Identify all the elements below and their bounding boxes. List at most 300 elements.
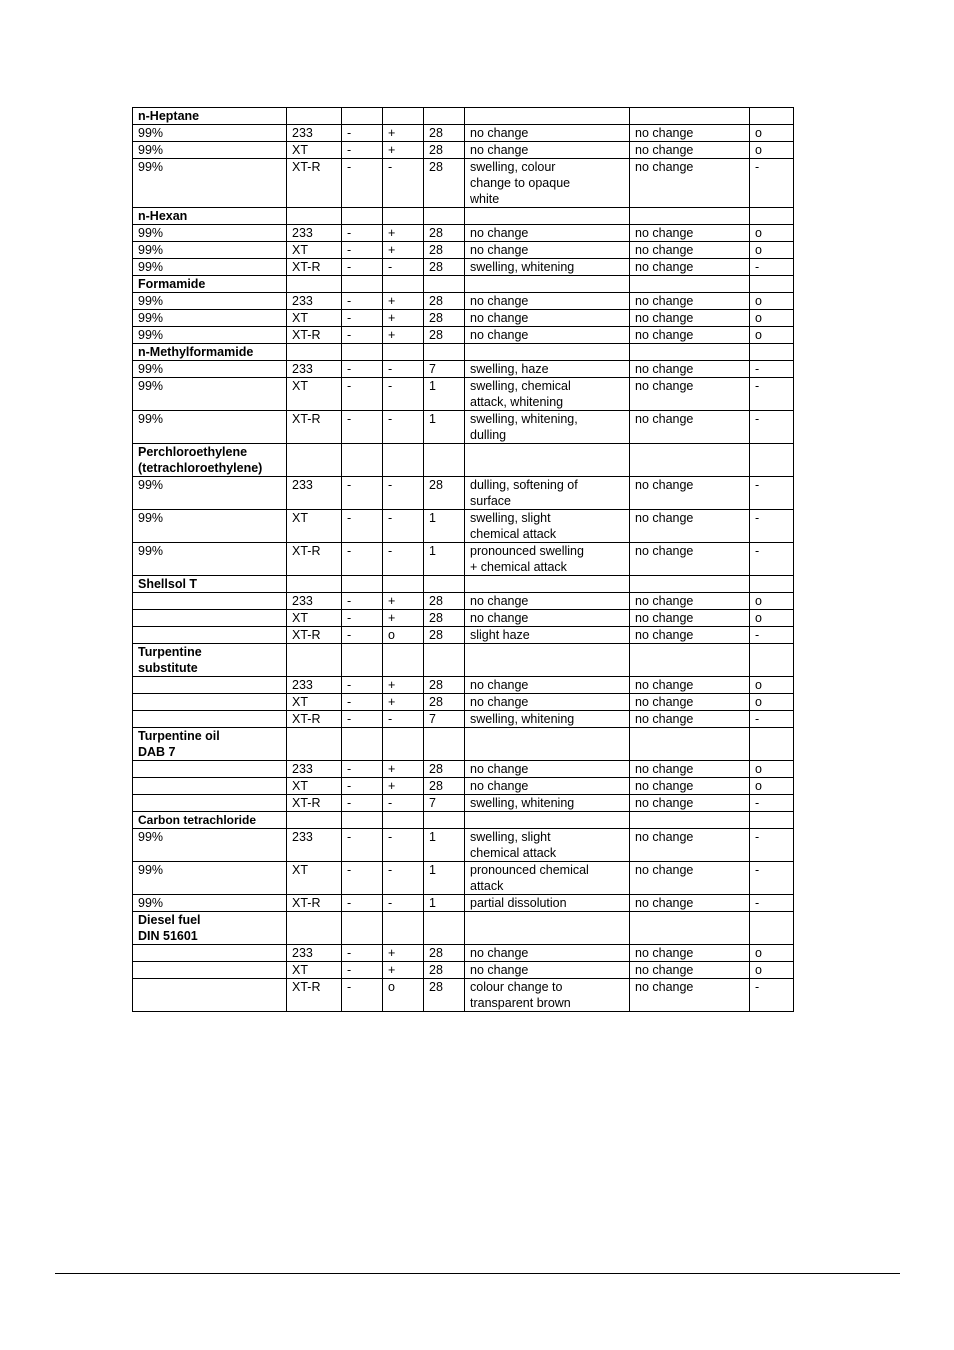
grade-text: XT-R (292, 896, 321, 910)
dimension-cell (630, 945, 750, 962)
col-3-text: - (347, 311, 352, 325)
days-text: 28 (429, 678, 443, 692)
col-3-text: - (347, 863, 352, 877)
col-4-text: - (388, 362, 393, 376)
table-row (133, 627, 794, 644)
rating-text: - (755, 160, 760, 174)
concentration-cell (133, 761, 287, 778)
rating-text: o (755, 695, 762, 709)
col-4-text: - (388, 896, 393, 910)
col-3-cell (342, 761, 383, 778)
table-row (133, 795, 794, 812)
col-4-cell (383, 259, 424, 276)
days-cell (424, 795, 465, 812)
grade-text: XT (292, 611, 308, 625)
col-3-text: - (347, 294, 352, 308)
table-row (133, 510, 794, 543)
concentration-cell (133, 543, 287, 576)
empty-cell (424, 344, 465, 361)
grade-text: XT-R (292, 412, 321, 426)
col-4-cell (383, 862, 424, 895)
dimension-cell (630, 778, 750, 795)
group-name-line: Perchloroethylene (138, 445, 248, 459)
concentration-cell (133, 411, 287, 444)
col-3-text: - (347, 260, 352, 274)
grade-text: XT-R (292, 796, 321, 810)
table-body (133, 108, 794, 1012)
table-row (133, 543, 794, 576)
table-row (133, 945, 794, 962)
empty-cell (383, 812, 424, 829)
col-3-text: - (347, 412, 352, 426)
dimension-cell (630, 962, 750, 979)
col-4-cell (383, 761, 424, 778)
rating-cell (750, 778, 794, 795)
col-4-text: - (388, 260, 393, 274)
grade-cell (287, 694, 342, 711)
grade-text: XT-R (292, 544, 321, 558)
col-3-cell (342, 361, 383, 378)
grade-cell (287, 945, 342, 962)
empty-cell (750, 912, 794, 945)
grade-cell (287, 610, 342, 627)
dimension-text: no change (635, 980, 694, 994)
col-4-cell (383, 795, 424, 812)
grade-text: 233 (292, 294, 313, 308)
days-cell (424, 259, 465, 276)
rating-text: o (755, 779, 762, 793)
rating-text: o (755, 243, 762, 257)
col-3-cell (342, 310, 383, 327)
concentration-cell (133, 310, 287, 327)
appearance-cell (465, 593, 630, 610)
empty-cell (630, 344, 750, 361)
concentration-cell (133, 125, 287, 142)
rating-cell (750, 694, 794, 711)
empty-cell (342, 108, 383, 125)
col-3-text: - (347, 779, 352, 793)
grade-cell (287, 159, 342, 208)
group-name-line: n-Hexan (138, 209, 188, 223)
grade-text: 233 (292, 226, 313, 240)
grade-text: 233 (292, 762, 313, 776)
concentration-cell (133, 142, 287, 159)
rating-cell (750, 795, 794, 812)
dimension-text: no change (635, 594, 694, 608)
days-text: 28 (429, 126, 443, 140)
col-4-text: - (388, 412, 393, 426)
col-4-cell (383, 242, 424, 259)
rating-text: o (755, 963, 762, 977)
concentration-cell (133, 593, 287, 610)
col-4-cell (383, 711, 424, 728)
table-row (133, 962, 794, 979)
rating-cell (750, 477, 794, 510)
days-text: 28 (429, 143, 443, 157)
days-cell (424, 159, 465, 208)
col-4-text: - (388, 544, 393, 558)
grade-text: XT (292, 695, 308, 709)
dimension-text: no change (635, 678, 694, 692)
concentration-text: 99% (138, 478, 164, 492)
appearance-cell (465, 543, 630, 576)
dimension-cell (630, 361, 750, 378)
days-cell (424, 293, 465, 310)
concentration-text: 99% (138, 412, 164, 426)
dimension-cell (630, 543, 750, 576)
appearance-text: swelling, whitening (470, 712, 575, 726)
grade-cell (287, 477, 342, 510)
concentration-cell (133, 979, 287, 1012)
empty-cell (424, 444, 465, 477)
appearance-text: no change (470, 294, 529, 308)
dimension-text: no change (635, 126, 694, 140)
col-3-cell (342, 259, 383, 276)
col-4-text: - (388, 830, 393, 844)
dimension-cell (630, 627, 750, 644)
days-cell (424, 477, 465, 510)
appearance-text: no change (470, 946, 529, 960)
concentration-cell (133, 477, 287, 510)
dimension-text: no change (635, 362, 694, 376)
concentration-cell (133, 510, 287, 543)
dimension-text: no change (635, 243, 694, 257)
col-4-text: + (388, 594, 396, 608)
col-4-text: - (388, 511, 393, 525)
appearance-text: swelling, colour change to opaque white (470, 160, 571, 206)
table-row (133, 225, 794, 242)
empty-cell (750, 576, 794, 593)
empty-cell (383, 644, 424, 677)
empty-cell (465, 208, 630, 225)
days-text: 1 (429, 412, 436, 426)
col-3-text: - (347, 511, 352, 525)
col-3-cell (342, 677, 383, 694)
rating-cell (750, 259, 794, 276)
appearance-text: swelling, chemical attack, whitening (470, 379, 571, 409)
col-3-cell (342, 862, 383, 895)
dimension-text: no change (635, 379, 694, 393)
group-name-line: n-Methylformamide (138, 345, 254, 359)
empty-cell (342, 728, 383, 761)
days-text: 28 (429, 611, 443, 625)
appearance-cell (465, 610, 630, 627)
concentration-text: 99% (138, 863, 164, 877)
dimension-cell (630, 593, 750, 610)
col-4-text: + (388, 226, 396, 240)
empty-cell (287, 812, 342, 829)
empty-cell (630, 208, 750, 225)
empty-cell (287, 644, 342, 677)
dimension-cell (630, 829, 750, 862)
table-row (133, 259, 794, 276)
rating-text: o (755, 946, 762, 960)
appearance-cell (465, 627, 630, 644)
empty-cell (287, 912, 342, 945)
rating-text: - (755, 980, 760, 994)
concentration-cell (133, 945, 287, 962)
dimension-text: no change (635, 796, 694, 810)
rating-cell (750, 711, 794, 728)
appearance-cell (465, 979, 630, 1012)
empty-cell (383, 108, 424, 125)
appearance-cell (465, 945, 630, 962)
table-row (133, 477, 794, 510)
concentration-cell (133, 711, 287, 728)
appearance-cell (465, 677, 630, 694)
days-text: 28 (429, 160, 443, 174)
group-name-line: Shellsol T (138, 577, 198, 591)
col-4-cell (383, 225, 424, 242)
days-cell (424, 543, 465, 576)
col-3-text: - (347, 362, 352, 376)
appearance-cell (465, 761, 630, 778)
days-cell (424, 593, 465, 610)
col-3-text: - (347, 160, 352, 174)
col-4-cell (383, 962, 424, 979)
empty-cell (750, 276, 794, 293)
grade-text: 233 (292, 678, 313, 692)
grade-text: XT-R (292, 260, 321, 274)
grade-cell (287, 829, 342, 862)
col-4-text: - (388, 712, 393, 726)
rating-cell (750, 159, 794, 208)
table-row (133, 361, 794, 378)
days-cell (424, 125, 465, 142)
col-4-cell (383, 411, 424, 444)
concentration-text: 99% (138, 896, 164, 910)
rating-cell (750, 593, 794, 610)
group-name-cell (133, 812, 287, 829)
group-name-cell (133, 344, 287, 361)
days-cell (424, 242, 465, 259)
empty-cell (287, 276, 342, 293)
table-row (133, 829, 794, 862)
col-4-cell (383, 361, 424, 378)
concentration-text: 99% (138, 328, 164, 342)
grade-text: XT (292, 311, 308, 325)
group-name-cell (133, 576, 287, 593)
empty-cell (383, 208, 424, 225)
empty-cell (342, 344, 383, 361)
dimension-cell (630, 159, 750, 208)
empty-cell (424, 276, 465, 293)
empty-cell (287, 208, 342, 225)
table-row (133, 593, 794, 610)
grade-cell (287, 778, 342, 795)
col-4-cell (383, 293, 424, 310)
col-3-cell (342, 711, 383, 728)
dimension-text: no change (635, 328, 694, 342)
appearance-cell (465, 310, 630, 327)
rating-text: - (755, 830, 760, 844)
col-4-text: + (388, 294, 396, 308)
col-3-text: - (347, 611, 352, 625)
dimension-text: no change (635, 830, 694, 844)
grade-cell (287, 795, 342, 812)
table-row (133, 378, 794, 411)
grade-cell (287, 293, 342, 310)
dimension-cell (630, 293, 750, 310)
dimension-cell (630, 761, 750, 778)
days-text: 28 (429, 226, 443, 240)
col-3-cell (342, 593, 383, 610)
empty-cell (465, 576, 630, 593)
col-4-cell (383, 327, 424, 344)
col-3-cell (342, 795, 383, 812)
col-3-cell (342, 411, 383, 444)
col-4-cell (383, 142, 424, 159)
grade-cell (287, 125, 342, 142)
empty-cell (630, 644, 750, 677)
appearance-cell (465, 778, 630, 795)
concentration-cell (133, 677, 287, 694)
days-cell (424, 411, 465, 444)
dimension-cell (630, 610, 750, 627)
dimension-cell (630, 795, 750, 812)
days-cell (424, 778, 465, 795)
table-row (133, 125, 794, 142)
concentration-cell (133, 694, 287, 711)
dimension-text: no change (635, 611, 694, 625)
rating-text: - (755, 478, 760, 492)
footer-rule (55, 1273, 900, 1274)
rating-text: o (755, 762, 762, 776)
appearance-text: no change (470, 963, 529, 977)
rating-text: - (755, 544, 760, 558)
resistance-table (132, 107, 794, 1012)
empty-cell (630, 576, 750, 593)
rating-cell (750, 225, 794, 242)
dimension-text: no change (635, 695, 694, 709)
grade-cell (287, 627, 342, 644)
appearance-text: no change (470, 762, 529, 776)
grade-cell (287, 677, 342, 694)
appearance-text: no change (470, 328, 529, 342)
group-header-row (133, 344, 794, 361)
empty-cell (424, 644, 465, 677)
dimension-cell (630, 711, 750, 728)
table-row (133, 979, 794, 1012)
col-3-text: - (347, 946, 352, 960)
rating-cell (750, 242, 794, 259)
rating-text: o (755, 226, 762, 240)
dimension-text: no change (635, 963, 694, 977)
col-3-text: - (347, 544, 352, 558)
rating-cell (750, 125, 794, 142)
appearance-text: swelling, whitening (470, 260, 575, 274)
empty-cell (750, 812, 794, 829)
dimension-text: no change (635, 628, 694, 642)
empty-cell (342, 208, 383, 225)
dimension-text: no change (635, 160, 694, 174)
grade-text: XT-R (292, 980, 321, 994)
dimension-cell (630, 225, 750, 242)
appearance-text: no change (470, 594, 529, 608)
col-3-cell (342, 610, 383, 627)
table-row (133, 677, 794, 694)
group-name-cell (133, 912, 287, 945)
rating-cell (750, 895, 794, 912)
grade-text: XT (292, 143, 308, 157)
rating-text: - (755, 379, 760, 393)
dimension-text: no change (635, 946, 694, 960)
days-cell (424, 627, 465, 644)
days-text: 28 (429, 946, 443, 960)
rating-text: - (755, 712, 760, 726)
group-header-row (133, 576, 794, 593)
table-row (133, 310, 794, 327)
concentration-cell (133, 895, 287, 912)
appearance-cell (465, 862, 630, 895)
col-3-cell (342, 510, 383, 543)
table-row (133, 142, 794, 159)
rating-text: - (755, 628, 760, 642)
col-3-cell (342, 142, 383, 159)
empty-cell (383, 276, 424, 293)
rating-cell (750, 862, 794, 895)
days-cell (424, 711, 465, 728)
concentration-cell (133, 293, 287, 310)
grade-text: XT (292, 243, 308, 257)
concentration-cell (133, 610, 287, 627)
dimension-text: no change (635, 260, 694, 274)
days-text: 28 (429, 963, 443, 977)
rating-cell (750, 327, 794, 344)
rating-text: - (755, 863, 760, 877)
table-row (133, 862, 794, 895)
grade-cell (287, 310, 342, 327)
days-cell (424, 895, 465, 912)
days-text: 28 (429, 328, 443, 342)
concentration-cell (133, 225, 287, 242)
rating-cell (750, 310, 794, 327)
col-4-text: - (388, 379, 393, 393)
days-cell (424, 225, 465, 242)
empty-cell (342, 912, 383, 945)
rating-cell (750, 510, 794, 543)
table-row (133, 327, 794, 344)
col-4-cell (383, 310, 424, 327)
days-cell (424, 361, 465, 378)
days-cell (424, 142, 465, 159)
empty-cell (465, 644, 630, 677)
days-text: 1 (429, 830, 436, 844)
group-name-cell (133, 728, 287, 761)
col-4-cell (383, 627, 424, 644)
col-4-cell (383, 829, 424, 862)
col-4-cell (383, 895, 424, 912)
appearance-cell (465, 378, 630, 411)
rating-cell (750, 378, 794, 411)
appearance-cell (465, 829, 630, 862)
appearance-text: no change (470, 695, 529, 709)
appearance-text: no change (470, 143, 529, 157)
group-name-cell (133, 444, 287, 477)
col-4-cell (383, 979, 424, 1012)
empty-cell (750, 444, 794, 477)
grade-cell (287, 411, 342, 444)
grade-cell (287, 543, 342, 576)
group-name-cell (133, 108, 287, 125)
dimension-cell (630, 477, 750, 510)
grade-cell (287, 142, 342, 159)
empty-cell (750, 644, 794, 677)
dimension-cell (630, 125, 750, 142)
appearance-cell (465, 327, 630, 344)
col-3-text: - (347, 143, 352, 157)
appearance-cell (465, 242, 630, 259)
